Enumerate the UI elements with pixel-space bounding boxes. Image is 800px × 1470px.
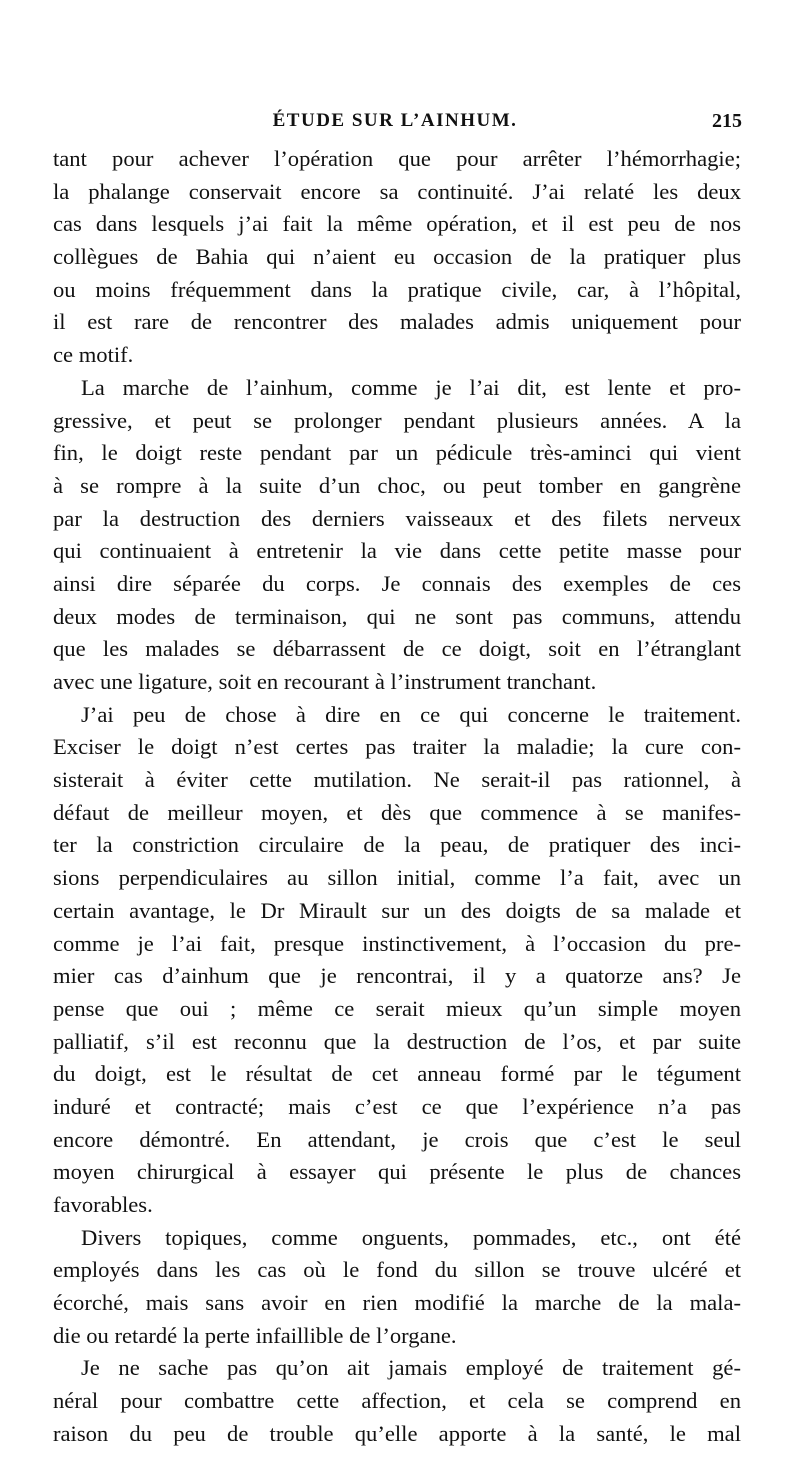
text-line: raison du peu de trouble qu’elle apporte à la santé, le mal xyxy=(53,1420,741,1446)
text-line: deux modes de terminaison, qui ne sont pas communs, attendu xyxy=(53,603,741,629)
text-line: die ou retardé la perte infaillible de l’organe. xyxy=(53,1322,457,1348)
text-line: la phalange conservait encore sa continuité. J’ai relaté les deux xyxy=(53,178,741,204)
text-line: induré et contracté; mais c’est ce que l’expérience n’a pas xyxy=(53,1093,741,1119)
text-line: comme je l’ai fait, presque instinctivement, à l’occasion du pre- xyxy=(53,930,741,956)
body-text xyxy=(53,143,741,1451)
text-line: favorables. xyxy=(53,1192,153,1217)
text-line: ter la constriction circulaire de la peau, de pratiquer des inci- xyxy=(53,832,741,858)
text-line: néral pour combattre cette affection, et cela se comprend en xyxy=(53,1388,741,1414)
text-line: défaut de meilleur moyen, et dès que commence à se manifes- xyxy=(53,799,741,825)
running-head xyxy=(48,110,742,138)
text-line: J’ai peu de chose à dire en ce qui concerne le traitement. xyxy=(81,701,741,727)
text-line: Divers topiques, comme onguents, pommades, etc., ont été xyxy=(81,1224,741,1250)
page-number: 215 xyxy=(712,110,742,132)
text-line: ainsi dire séparée du corps. Je connais des exemples de ces xyxy=(53,570,741,596)
text-line: Exciser le doigt n’est certes pas traiter la maladie; la cure con- xyxy=(53,734,741,760)
text-line: pense que oui ; même ce serait mieux qu’un simple moyen xyxy=(53,995,741,1021)
text-line: ou moins fréquemment dans la pratique civile, car, à l’hôpital, xyxy=(53,276,741,302)
text-line: certain avantage, le Dr Mirault sur un des doigts de sa malade et xyxy=(53,897,741,923)
text-line: écorché, mais sans avoir en rien modifié la marche de la mala- xyxy=(53,1290,741,1316)
text-line: du doigt, est le résultat de cet anneau formé par le tégument xyxy=(53,1061,741,1087)
running-title: ÉTUDE SUR L’AINHUM. xyxy=(272,110,518,131)
text-line: mier cas d’ainhum que je rencontrai, il y a quatorze ans? Je xyxy=(53,963,741,989)
text-line: sions perpendiculaires au sillon initial, comme l’a fait, avec un xyxy=(53,865,741,891)
text-line: collègues de Bahia qui n’aient eu occasion de la pratiquer plus xyxy=(53,244,741,270)
text-line: qui continuaient à entretenir la vie dans cette petite masse pour xyxy=(53,538,741,564)
text-line: ce motif. xyxy=(53,342,134,368)
text-line: La marche de l’ainhum, comme je l’ai dit, est lente et pro- xyxy=(81,374,741,400)
text-line: palliatif, s’il est reconnu que la destruction de l’os, et par suite xyxy=(53,1028,741,1054)
text-line: Je ne sache pas qu’on ait jamais employé de traitement gé- xyxy=(81,1355,741,1381)
text-line: fin, le doigt reste pendant par un pédicule très-aminci qui vient xyxy=(53,440,741,466)
text-line: employés dans les cas où le fond du sillon se trouve ulcéré et xyxy=(53,1257,741,1283)
text-line: sisterait à éviter cette mutilation. Ne serait-il pas rationnel, à xyxy=(53,767,741,793)
text-line: avec une ligature, soit en recourant à l’instrument tranchant. xyxy=(53,669,597,694)
text-line: tant pour achever l’opération que pour arrêter l’hémorrhagie; xyxy=(53,146,741,171)
text-line: par la destruction des derniers vaisseaux et des filets nerveux xyxy=(53,505,741,531)
text-line: à se rompre à la suite d’un choc, ou peut tomber en gangrène xyxy=(53,472,741,498)
text-line: encore démontré. En attendant, je crois que c’est le seul xyxy=(53,1126,741,1152)
text-line: il est rare de rencontrer des malades admis uniquement pour xyxy=(53,309,741,335)
text-line: gressive, et peut se prolonger pendant plusieurs années. A la xyxy=(53,407,741,433)
text-line: moyen chirurgical à essayer qui présente le plus de chances xyxy=(53,1159,741,1185)
text-line: cas dans lesquels j’ai fait la même opération, et il est peu de nos xyxy=(53,211,741,237)
text-line: que les malades se débarrassent de ce doigt, soit en l’étranglant xyxy=(53,636,741,662)
